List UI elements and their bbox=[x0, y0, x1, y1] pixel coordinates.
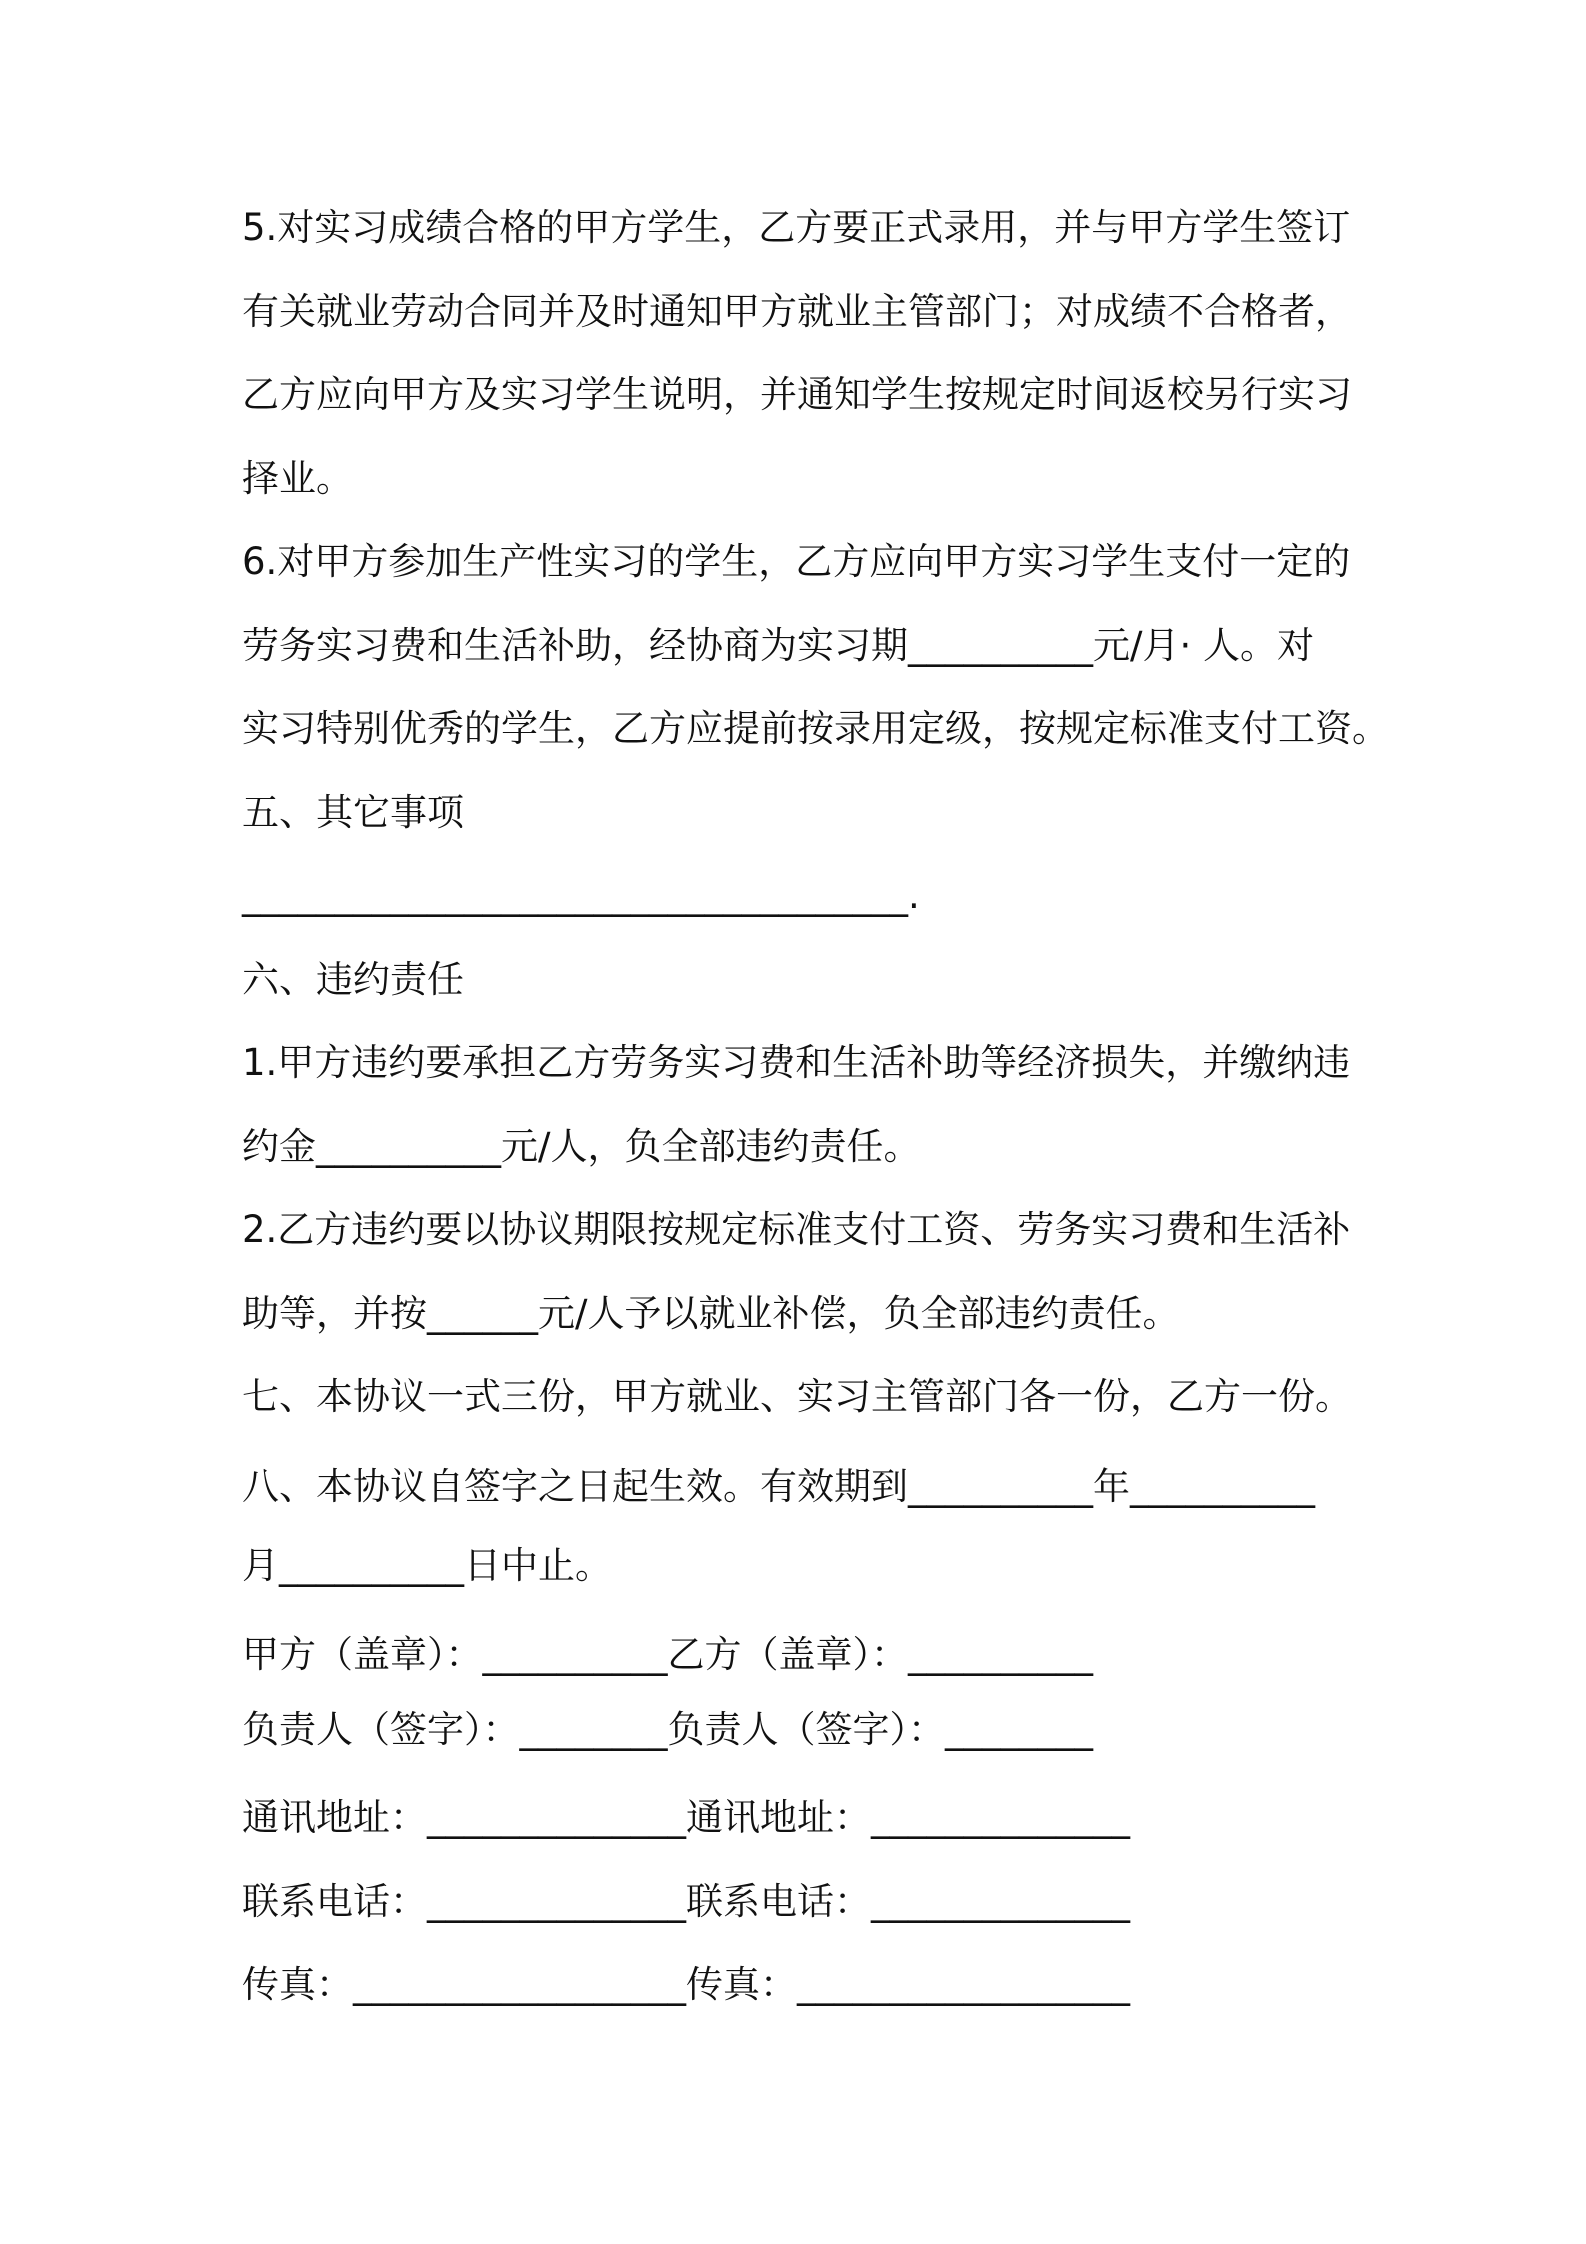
clause-6-line-1: 6.对甲方参加生产性实习的学生，乙方应向甲方实习学生支付一定的 bbox=[242, 540, 1351, 583]
section-8-line-1: 八、本协议自签字之日起生效。有效期到__________年__________ bbox=[242, 1465, 1315, 1508]
signatory-line: 负责人（签字）：________负责人（签字）：________ bbox=[242, 1708, 1093, 1751]
section-5-blank-line: ____________________________________. bbox=[242, 874, 920, 917]
seal-line: 甲方（盖章）：__________乙方（盖章）：__________ bbox=[242, 1633, 1093, 1676]
clause-5-line-2: 有关就业劳动合同并及时通知甲方就业主管部门；对成绩不合格者， bbox=[242, 290, 1352, 333]
clause-6-line-3: 实习特别优秀的学生，乙方应提前按录用定级，按规定标准支付工资。 bbox=[242, 707, 1389, 750]
address-line: 通讯地址：______________通讯地址：______________ bbox=[242, 1796, 1130, 1839]
fax-line: 传真：__________________传真：__________________ bbox=[242, 1963, 1130, 2006]
phone-line: 联系电话：______________联系电话：______________ bbox=[242, 1880, 1130, 1923]
breach-2-line-2: 助等，并按______元/人予以就业补偿，负全部违约责任。 bbox=[242, 1292, 1180, 1335]
section-5-heading: 五、其它事项 bbox=[242, 791, 464, 834]
breach-2-line-1: 2.乙方违约要以协议期限按规定标准支付工资、劳务实习费和生活补 bbox=[242, 1208, 1351, 1251]
breach-1-line-2: 约金__________元/人，负全部违约责任。 bbox=[242, 1125, 921, 1168]
clause-5-line-4: 择业。 bbox=[242, 457, 353, 500]
clause-6-line-2: 劳务实习费和生活补助，经协商为实习期__________元/月· 人。对 bbox=[242, 624, 1314, 667]
section-7-text: 七、本协议一式三份，甲方就业、实习主管部门各一份，乙方一份。 bbox=[242, 1375, 1352, 1418]
section-8-line-2: 月__________日中止。 bbox=[242, 1544, 612, 1587]
clause-5-line-1: 5.对实习成绩合格的甲方学生，乙方要正式录用，并与甲方学生签订 bbox=[242, 206, 1351, 249]
section-6-heading: 六、违约责任 bbox=[242, 958, 464, 1001]
breach-1-line-1: 1.甲方违约要承担乙方劳务实习费和生活补助等经济损失，并缴纳违 bbox=[242, 1041, 1351, 1084]
clause-5-line-3: 乙方应向甲方及实习学生说明，并通知学生按规定时间返校另行实习 bbox=[242, 373, 1352, 416]
